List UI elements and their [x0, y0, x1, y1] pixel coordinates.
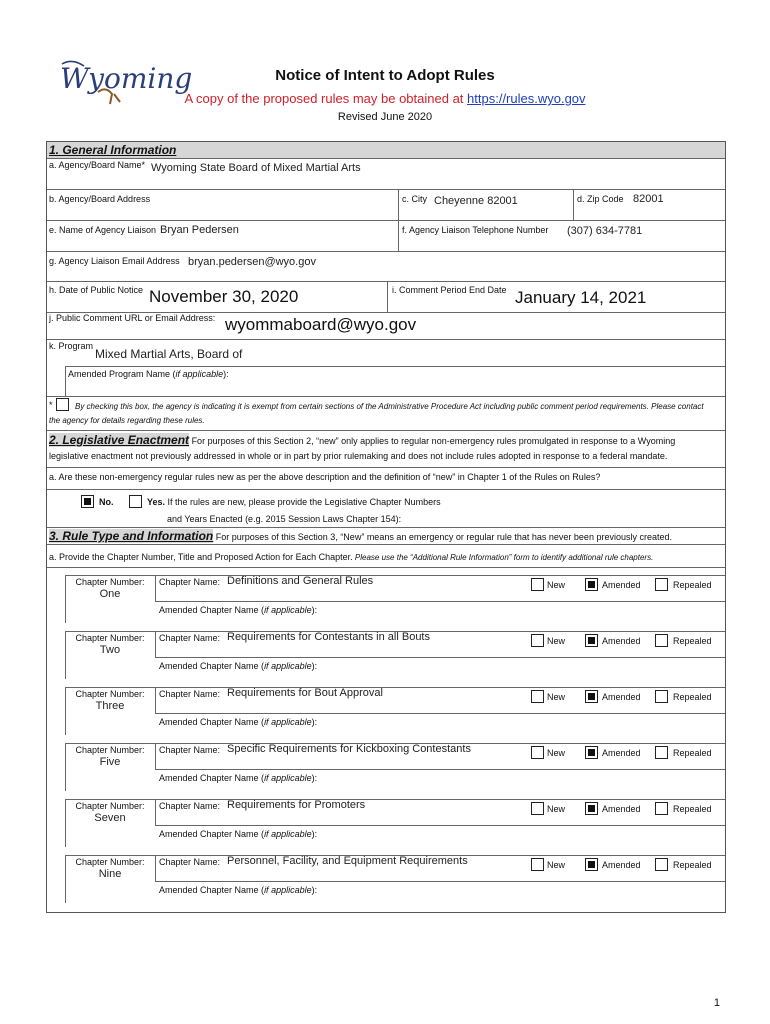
amended-chapter-label — [159, 885, 317, 896]
page-number: 1 — [713, 997, 720, 1009]
comment-end-field[interactable]: January 14, 2021 — [515, 288, 647, 307]
amended-checkbox[interactable] — [585, 578, 598, 591]
chapter-row — [47, 791, 725, 847]
section2-title: 2. Legislative Enactment — [49, 433, 190, 447]
provide-text: a. Provide the Chapter Number, Title and Proposed Action for Each Chapter. — [49, 552, 353, 562]
liaison-field[interactable]: Bryan Pedersen — [160, 224, 239, 236]
amended-checkbox[interactable] — [585, 690, 598, 703]
amended-chapter-ital: if applicable — [264, 717, 312, 727]
new-label: New — [547, 636, 566, 646]
amended-chapter-close: ): — [311, 661, 318, 671]
repealed-label: Repealed — [673, 748, 712, 758]
repealed-label: Repealed — [673, 804, 712, 814]
program-field[interactable]: Mixed Martial Arts, Board of — [95, 347, 243, 361]
amended-chapter-ital: if applicable — [264, 661, 312, 671]
notice-form — [46, 141, 726, 913]
amended-chapter-text: Amended Chapter Name ( — [159, 829, 265, 839]
chapter-number-label: Chapter Number: — [75, 745, 145, 755]
chapter-name-label: Chapter Name: — [159, 577, 221, 587]
provide-ital: Please use the “Additional Rule Information” form to identify additional rule chapters. — [352, 553, 654, 562]
address-label: b. Agency/Board Address — [49, 194, 151, 204]
chapter-name-field[interactable]: Personnel, Facility, and Equipment Requirements — [227, 855, 468, 867]
program-label: k. Program — [49, 341, 94, 351]
chapter-number-label: Chapter Number: — [75, 577, 145, 587]
amended-label: Amended — [602, 860, 641, 870]
no-checkbox[interactable] — [81, 495, 94, 508]
yes-text-2: and Years Enacted (e.g. 2015 Session Laws Chapter 154): — [167, 514, 402, 524]
section2-intro: For purposes of this Section 2, “new” only applies to regular non-emergency rules promulgated in response to a Wyoming — [189, 436, 676, 446]
comment-url-label: j. Public Comment URL or Email Address: — [49, 313, 216, 323]
chapter-row — [47, 847, 725, 903]
amended-program-label — [68, 369, 229, 380]
phone-field[interactable]: (307) 634-7781 — [567, 225, 643, 237]
chapter-row — [47, 567, 725, 623]
amended-chapter-ital: if applicable — [264, 829, 312, 839]
amended-chapter-close: ): — [311, 717, 318, 727]
amended-chapter-ital: if applicable — [264, 605, 312, 615]
amended-checkbox[interactable] — [585, 634, 598, 647]
zip-field[interactable]: 82001 — [633, 193, 664, 205]
new-label: New — [547, 804, 566, 814]
revised-date: Revised June 2020 — [337, 111, 433, 123]
yes-text: If the rules are new, please provide the Legislative Chapter Numbers — [165, 497, 441, 507]
repealed-checkbox[interactable] — [655, 802, 668, 815]
amended-program-close: ): — [223, 369, 229, 379]
section3-intro: For purposes of this Section 3, “New” means an emergency or regular rule that has never been previously created. — [213, 532, 672, 542]
new-checkbox[interactable] — [531, 858, 544, 871]
page-subtitle — [0, 91, 770, 106]
amended-label: Amended — [602, 748, 641, 758]
amended-chapter-text: Amended Chapter Name ( — [159, 885, 265, 895]
chapter-name-field[interactable]: Specific Requirements for Kickboxing Contestants — [227, 743, 471, 755]
section3-provide — [49, 552, 653, 563]
section2-heading — [47, 430, 725, 468]
repealed-checkbox[interactable] — [655, 578, 668, 591]
chapter-row — [47, 679, 725, 735]
chapter-name-field[interactable]: Requirements for Bout Approval — [227, 687, 383, 699]
agency-label: a. Agency/Board Name* — [49, 160, 146, 170]
public-notice-label: h. Date of Public Notice — [49, 285, 144, 295]
chapter-number-field[interactable]: Two — [99, 644, 121, 656]
amended-program-ital: if applicable — [175, 369, 224, 379]
chapter-row — [47, 623, 725, 679]
amended-chapter-text: Amended Chapter Name ( — [159, 773, 265, 783]
repealed-label: Repealed — [673, 860, 712, 870]
amended-chapter-label — [159, 773, 317, 784]
amended-chapter-text: Amended Chapter Name ( — [159, 605, 265, 615]
yes-label — [147, 497, 441, 508]
amended-label: Amended — [602, 692, 641, 702]
yes-bold: Yes. — [147, 497, 166, 507]
new-label: New — [547, 748, 566, 758]
page-title: Notice of Intent to Adopt Rules — [275, 67, 495, 84]
amended-label: Amended — [602, 636, 641, 646]
amended-chapter-close: ): — [311, 773, 318, 783]
chapter-row — [47, 735, 725, 791]
new-checkbox[interactable] — [531, 634, 544, 647]
new-checkbox[interactable] — [531, 578, 544, 591]
chapter-number-label: Chapter Number: — [75, 689, 145, 699]
chapter-name-label: Chapter Name: — [159, 689, 221, 699]
section1-title: 1. General Information — [49, 143, 177, 157]
repealed-checkbox[interactable] — [655, 858, 668, 871]
repealed-checkbox[interactable] — [655, 746, 668, 759]
section2-intro-2: legislative enactment not previously addressed in whole or in part by prior rulemaking and does not include rules adopted in response to a federal mandate. — [49, 451, 668, 461]
zip-label: d. Zip Code — [577, 194, 624, 204]
chapter-number-field[interactable]: Seven — [94, 812, 126, 824]
new-checkbox[interactable] — [531, 746, 544, 759]
amended-chapter-label — [159, 605, 317, 616]
city-label: c. City — [402, 194, 428, 204]
rules-link[interactable]: https://rules.wyo.gov — [467, 91, 586, 106]
yes-checkbox[interactable] — [129, 495, 142, 508]
chapter-name-field[interactable]: Requirements for Contestants in all Bouts — [227, 631, 430, 643]
exempt-checkbox[interactable] — [56, 398, 69, 411]
logo-wordmark: Wyoming — [60, 62, 193, 95]
chapter-number-field[interactable]: Three — [95, 700, 125, 712]
chapter-number-field[interactable]: Nine — [98, 868, 122, 880]
amended-label: Amended — [602, 580, 641, 590]
phone-label: f. Agency Liaison Telephone Number — [402, 225, 549, 235]
new-checkbox[interactable] — [531, 802, 544, 815]
chapter-name-label: Chapter Name: — [159, 801, 221, 811]
chapter-number-label: Chapter Number: — [75, 633, 145, 643]
public-notice-field[interactable]: November 30, 2020 — [149, 287, 299, 306]
repealed-label: Repealed — [673, 636, 712, 646]
repealed-label: Repealed — [673, 692, 712, 702]
new-label: New — [547, 580, 566, 590]
section3-title: 3. Rule Type and Information — [49, 529, 214, 543]
exempt-star: * — [49, 400, 53, 410]
new-label: New — [547, 860, 566, 870]
chapter-number-field[interactable]: One — [99, 588, 121, 600]
chapter-number-field[interactable]: Five — [99, 756, 121, 768]
amended-chapter-close: ): — [311, 829, 318, 839]
chapter-number-label: Chapter Number: — [75, 857, 145, 867]
amended-checkbox[interactable] — [585, 802, 598, 815]
amended-chapter-ital: if applicable — [264, 773, 312, 783]
amended-label: Amended — [602, 804, 641, 814]
comment-end-label: i. Comment Period End Date — [392, 285, 507, 295]
city-field[interactable]: Cheyenne 82001 — [434, 195, 518, 207]
repealed-checkbox[interactable] — [655, 690, 668, 703]
amended-chapter-label — [159, 717, 317, 728]
exempt-text: By checking this box, the agency is indicating it is exempt from certain sections of the Administrative Procedure Act including public comment period requirements. Please contact — [75, 402, 704, 411]
amended-checkbox[interactable] — [585, 746, 598, 759]
chapter-number-label: Chapter Number: — [75, 801, 145, 811]
amended-chapter-label — [159, 829, 317, 840]
amended-chapter-text: Amended Chapter Name ( — [159, 717, 265, 727]
liaison-label: e. Name of Agency Liaison — [49, 225, 157, 235]
section1-heading — [47, 142, 725, 159]
new-checkbox[interactable] — [531, 690, 544, 703]
amended-checkbox[interactable] — [585, 858, 598, 871]
section2-question: a. Are these non-emergency regular rules new as per the above description and the definition of “new” in Chapter 1 of the Rules on Rules? — [49, 472, 601, 482]
email-field[interactable]: bryan.pedersen@wyo.gov — [188, 256, 316, 268]
agency-field[interactable]: Wyoming State Board of Mixed Martial Arts — [151, 162, 361, 174]
section3-heading — [47, 528, 725, 545]
repealed-checkbox[interactable] — [655, 634, 668, 647]
repealed-label: Repealed — [673, 580, 712, 590]
amended-chapter-text: Amended Chapter Name ( — [159, 661, 265, 671]
chapter-name-label: Chapter Name: — [159, 633, 221, 643]
email-label: g. Agency Liaison Email Address — [49, 256, 180, 266]
amended-program-text: Amended Program Name ( — [68, 369, 176, 379]
chapter-name-field[interactable]: Requirements for Promoters — [227, 799, 366, 811]
chapter-name-field[interactable]: Definitions and General Rules — [227, 575, 374, 587]
new-label: New — [547, 692, 566, 702]
chapter-name-label: Chapter Name: — [159, 857, 221, 867]
chapter-name-label: Chapter Name: — [159, 745, 221, 755]
comment-url-field[interactable]: wyommaboard@wyo.gov — [225, 315, 417, 334]
exempt-text-2: the agency for details regarding these rules. — [49, 416, 205, 425]
no-label: No. — [99, 497, 114, 507]
amended-chapter-close: ): — [311, 605, 318, 615]
amended-chapter-label — [159, 661, 317, 672]
subtitle-text: A copy of the proposed rules may be obtained at — [184, 91, 468, 106]
amended-chapter-close: ): — [311, 885, 318, 895]
amended-chapter-ital: if applicable — [264, 885, 312, 895]
